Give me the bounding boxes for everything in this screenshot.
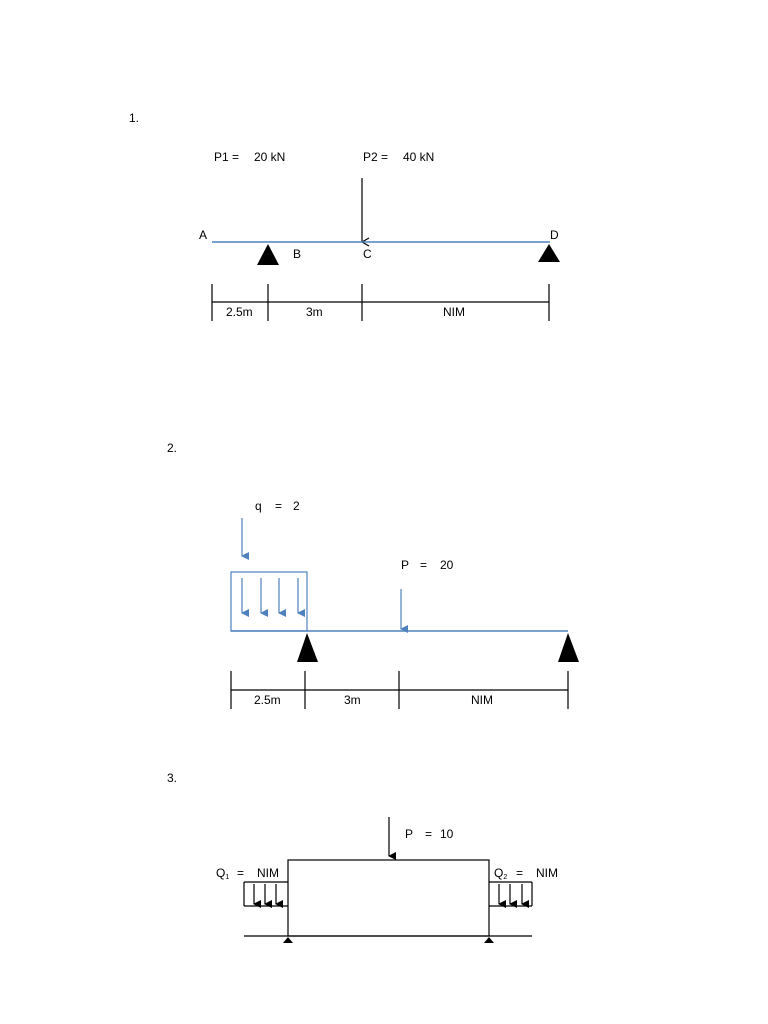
p1-value: 20 kN	[254, 150, 286, 164]
dim-1-bc: 3m	[306, 305, 323, 319]
q2-equals: =	[516, 866, 524, 880]
problem-3	[167, 771, 558, 943]
dim-1-cd: NIM	[443, 305, 465, 319]
dim-2-first: 2.5m	[254, 693, 281, 707]
dimension-line-1	[212, 284, 549, 321]
q2-label: Q2	[494, 866, 508, 881]
p-value: 20	[440, 558, 454, 572]
point-d-label: D	[550, 228, 559, 242]
support-b	[257, 244, 279, 265]
q2-distributed-load	[489, 882, 532, 906]
dimension-line-2	[231, 671, 568, 709]
dim-1-ab: 2.5m	[226, 305, 253, 319]
dim-2-third: NIM	[471, 693, 493, 707]
support-left	[297, 633, 318, 662]
support-right	[558, 633, 579, 662]
support-right-3	[484, 937, 494, 943]
q1-equals: =	[237, 866, 245, 880]
p2-value: 40 kN	[403, 150, 435, 164]
p3-equals: =	[425, 827, 433, 841]
p2-label: P2 =	[363, 150, 389, 164]
p3-label: P	[405, 827, 414, 841]
problem-1-number: 1.	[129, 111, 140, 125]
support-left-3	[283, 937, 293, 943]
frame-structure	[288, 860, 489, 936]
q1-label: Q1	[216, 866, 230, 881]
problem-2	[167, 441, 579, 709]
point-a-label: A	[199, 228, 208, 242]
q-equals: =	[275, 499, 283, 513]
problem-2-number: 2.	[167, 441, 178, 455]
q1-value: NIM	[257, 866, 279, 880]
q1-distributed-load	[244, 882, 288, 906]
dim-2-second: 3m	[344, 693, 361, 707]
p-equals: =	[420, 558, 428, 572]
p-label: P	[401, 558, 410, 572]
q2-value: NIM	[536, 866, 558, 880]
q-value: 2	[293, 499, 300, 513]
support-d	[538, 244, 560, 262]
problem-3-number: 3.	[167, 771, 178, 785]
problem-1	[129, 111, 560, 321]
point-b-label: B	[293, 247, 302, 261]
p1-label: P1 =	[214, 150, 240, 164]
q-label: q	[255, 499, 262, 513]
point-c-label: C	[363, 247, 372, 261]
p3-value: 10	[440, 827, 454, 841]
